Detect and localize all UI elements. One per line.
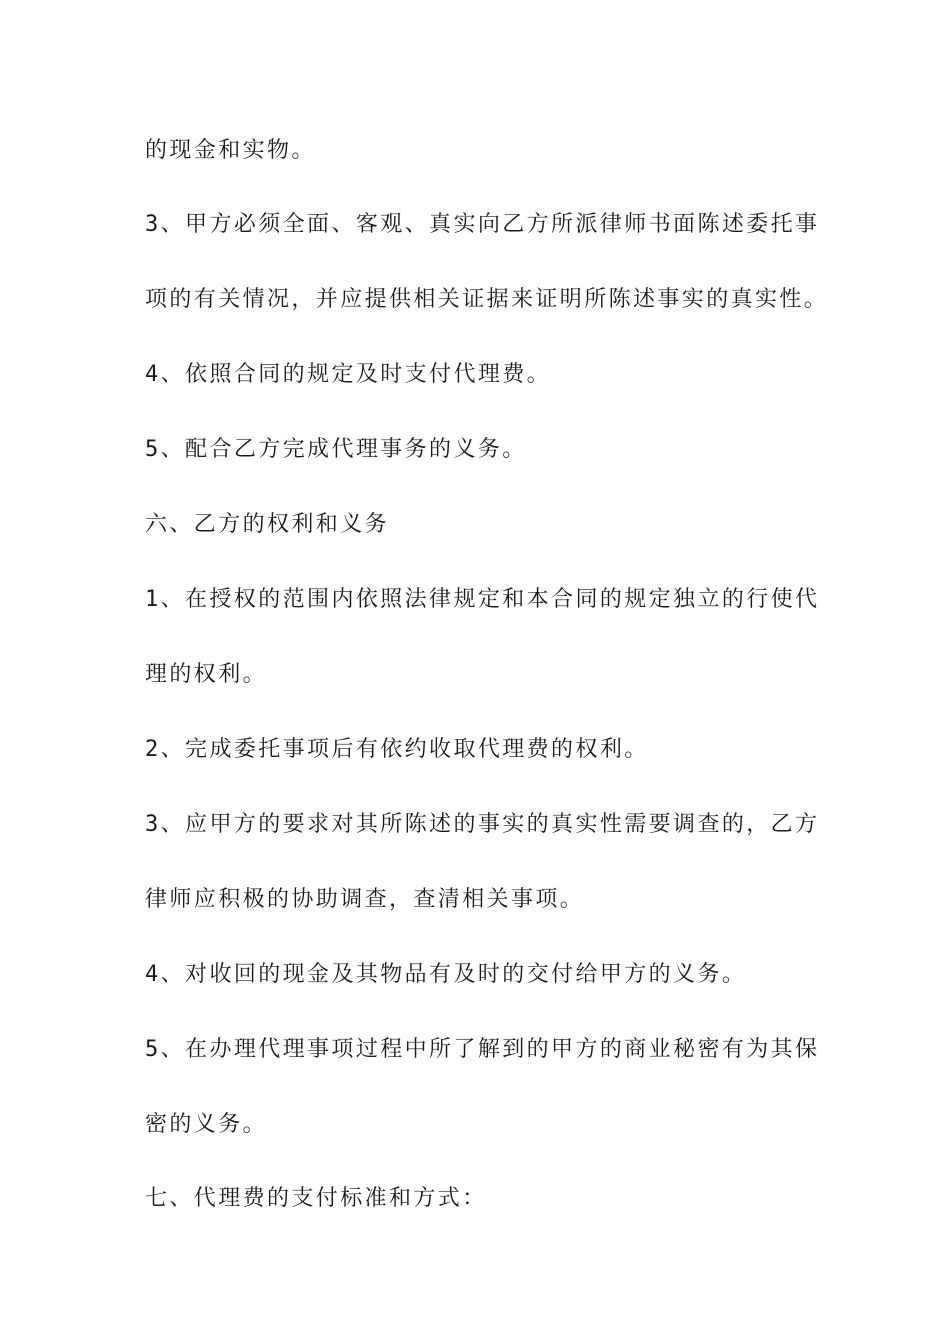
- text-line: 5、配合乙方完成代理事务的义务。: [145, 437, 527, 462]
- section-heading: 六、乙方的权利和义务: [145, 512, 390, 537]
- text-line: 5、在办理代理事项过程中所了解到的甲方的商业秘密有为其保: [145, 1037, 820, 1062]
- text-line: 2、完成委托事项后有依约收取代理费的权利。: [145, 737, 649, 762]
- text-line: 的现金和实物。: [145, 138, 316, 163]
- text-line: 1、在授权的范围内依照法律规定和本合同的规定独立的行使代: [145, 587, 820, 612]
- text-line: 4、对收回的现金及其物品有及时的交付给甲方的义务。: [145, 962, 747, 987]
- section-heading: 七、代理费的支付标准和方式：: [145, 1186, 487, 1211]
- text-line: 理的权利。: [145, 662, 268, 687]
- text-line: 3、甲方必须全面、客观、真实向乙方所派律师书面陈述委托事: [145, 212, 820, 237]
- text-line: 项的有关情况，并应提供相关证据来证明所陈述事实的真实性。: [145, 287, 829, 312]
- text-line: 4、依照合同的规定及时支付代理费。: [145, 362, 552, 387]
- text-line: 3、应甲方的要求对其所陈述的事实的真实性需要调查的，乙方: [145, 812, 820, 837]
- text-line: 律师应积极的协助调查，查清相关事项。: [145, 887, 585, 912]
- text-line: 密的义务。: [145, 1112, 268, 1137]
